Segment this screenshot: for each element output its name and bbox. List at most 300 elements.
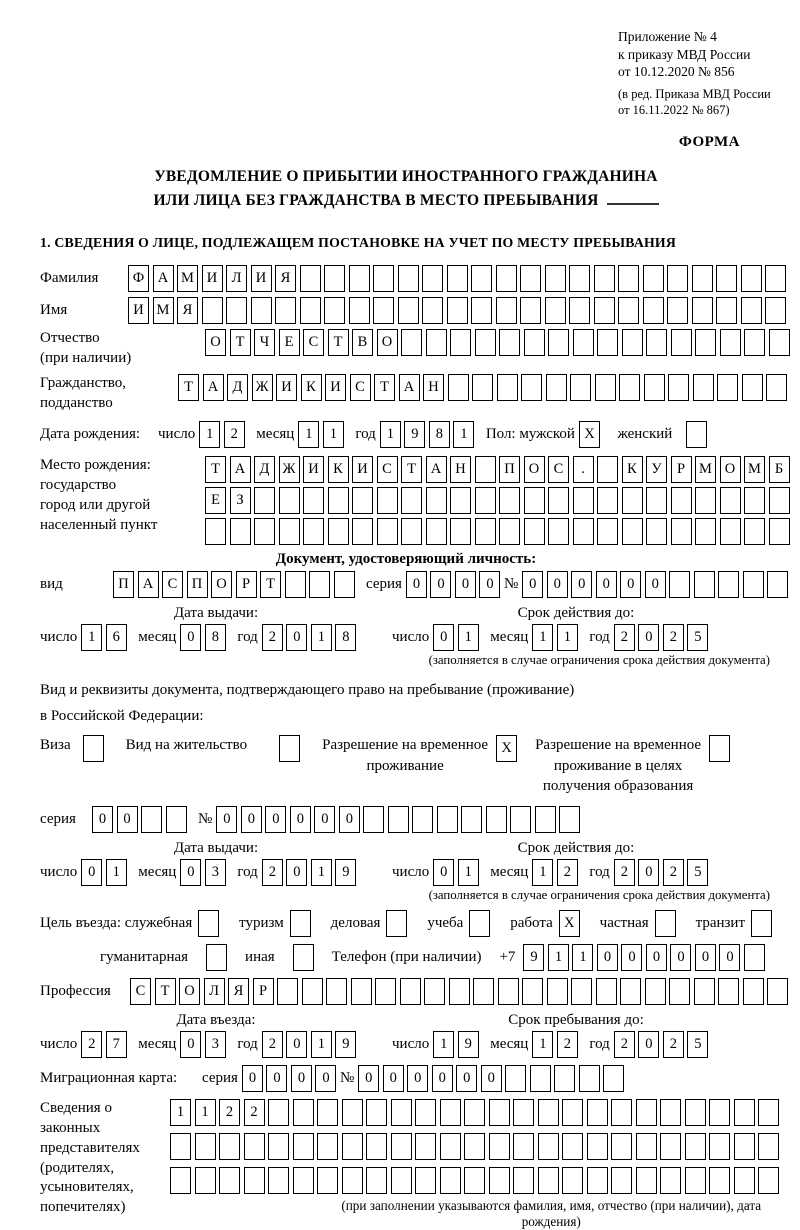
char-box[interactable] <box>769 518 790 545</box>
char-box[interactable] <box>744 944 765 971</box>
char-box[interactable]: 0 <box>180 624 201 651</box>
char-box[interactable] <box>718 571 739 598</box>
char-box[interactable] <box>422 265 443 292</box>
char-box[interactable] <box>440 1099 461 1126</box>
char-box[interactable]: Т <box>155 978 176 1005</box>
char-box[interactable] <box>660 1099 681 1126</box>
char-box[interactable]: 0 <box>432 1065 453 1092</box>
char-box[interactable] <box>170 1133 191 1160</box>
char-box[interactable] <box>765 265 786 292</box>
char-box[interactable]: 0 <box>286 1031 307 1058</box>
char-box[interactable] <box>734 1133 755 1160</box>
char-box[interactable] <box>415 1167 436 1194</box>
char-box[interactable] <box>693 374 714 401</box>
char-box[interactable] <box>489 1099 510 1126</box>
char-box[interactable]: 2 <box>663 624 684 651</box>
char-box[interactable]: А <box>203 374 224 401</box>
char-box[interactable] <box>743 978 764 1005</box>
char-box[interactable] <box>471 265 492 292</box>
char-box[interactable]: 0 <box>433 624 454 651</box>
char-box[interactable] <box>569 297 590 324</box>
char-box[interactable]: С <box>350 374 371 401</box>
char-box[interactable] <box>646 329 667 356</box>
char-box[interactable] <box>571 978 592 1005</box>
char-box[interactable] <box>366 1167 387 1194</box>
char-box[interactable] <box>391 1133 412 1160</box>
char-box[interactable] <box>351 978 372 1005</box>
char-box[interactable]: 0 <box>358 1065 379 1092</box>
char-box[interactable] <box>742 374 763 401</box>
char-box[interactable] <box>669 978 690 1005</box>
char-box[interactable] <box>718 978 739 1005</box>
char-box[interactable] <box>545 297 566 324</box>
char-box[interactable]: 2 <box>614 624 635 651</box>
char-box[interactable] <box>636 1099 657 1126</box>
char-box[interactable] <box>475 456 496 483</box>
char-box[interactable]: 0 <box>241 806 262 833</box>
char-box[interactable] <box>166 806 187 833</box>
char-box[interactable] <box>524 329 545 356</box>
char-box[interactable] <box>300 297 321 324</box>
char-box[interactable]: К <box>301 374 322 401</box>
char-box[interactable] <box>645 978 666 1005</box>
char-box[interactable] <box>401 518 422 545</box>
char-box[interactable] <box>349 265 370 292</box>
checkbox[interactable] <box>655 910 676 937</box>
char-box[interactable]: 8 <box>335 624 356 651</box>
char-box[interactable]: 2 <box>224 421 245 448</box>
checkbox[interactable] <box>279 735 300 762</box>
char-box[interactable]: Т <box>374 374 395 401</box>
char-box[interactable] <box>743 571 764 598</box>
char-box[interactable]: О <box>377 329 398 356</box>
char-box[interactable] <box>720 518 741 545</box>
char-box[interactable]: Н <box>450 456 471 483</box>
char-box[interactable] <box>317 1099 338 1126</box>
char-box[interactable] <box>254 487 275 514</box>
char-box[interactable] <box>692 297 713 324</box>
char-box[interactable]: И <box>202 265 223 292</box>
char-box[interactable]: 0 <box>646 944 667 971</box>
char-box[interactable] <box>464 1133 485 1160</box>
char-box[interactable]: 0 <box>433 859 454 886</box>
char-box[interactable]: 0 <box>315 1065 336 1092</box>
char-box[interactable] <box>646 518 667 545</box>
char-box[interactable] <box>317 1133 338 1160</box>
char-box[interactable]: И <box>352 456 373 483</box>
char-box[interactable]: Р <box>671 456 692 483</box>
char-box[interactable]: В <box>352 329 373 356</box>
char-box[interactable] <box>695 518 716 545</box>
char-box[interactable] <box>769 487 790 514</box>
char-box[interactable] <box>758 1133 779 1160</box>
char-box[interactable]: 0 <box>314 806 335 833</box>
char-box[interactable]: 1 <box>458 859 479 886</box>
char-box[interactable] <box>377 518 398 545</box>
char-box[interactable]: С <box>162 571 183 598</box>
char-box[interactable] <box>619 374 640 401</box>
char-box[interactable]: 3 <box>205 1031 226 1058</box>
char-box[interactable] <box>671 487 692 514</box>
char-box[interactable] <box>548 487 569 514</box>
char-box[interactable] <box>489 1167 510 1194</box>
char-box[interactable]: З <box>230 487 251 514</box>
char-box[interactable] <box>767 978 788 1005</box>
char-box[interactable] <box>293 1133 314 1160</box>
char-box[interactable]: М <box>177 265 198 292</box>
char-box[interactable] <box>720 329 741 356</box>
char-box[interactable]: 0 <box>180 1031 201 1058</box>
char-box[interactable] <box>587 1099 608 1126</box>
char-box[interactable] <box>391 1099 412 1126</box>
char-box[interactable] <box>622 487 643 514</box>
char-box[interactable] <box>472 374 493 401</box>
char-box[interactable] <box>744 487 765 514</box>
char-box[interactable]: 6 <box>106 624 127 651</box>
char-box[interactable]: 8 <box>205 624 226 651</box>
char-box[interactable] <box>622 329 643 356</box>
char-box[interactable] <box>170 1167 191 1194</box>
char-box[interactable]: 0 <box>695 944 716 971</box>
char-box[interactable] <box>309 571 330 598</box>
char-box[interactable]: 0 <box>621 944 642 971</box>
char-box[interactable]: 0 <box>242 1065 263 1092</box>
char-box[interactable]: . <box>573 456 594 483</box>
char-box[interactable]: Я <box>177 297 198 324</box>
char-box[interactable] <box>328 518 349 545</box>
char-box[interactable]: 1 <box>311 1031 332 1058</box>
char-box[interactable] <box>450 487 471 514</box>
char-box[interactable] <box>717 374 738 401</box>
char-box[interactable] <box>765 297 786 324</box>
char-box[interactable] <box>538 1099 559 1126</box>
char-box[interactable] <box>524 518 545 545</box>
char-box[interactable] <box>530 1065 551 1092</box>
char-box[interactable]: 9 <box>335 859 356 886</box>
char-box[interactable]: 1 <box>433 1031 454 1058</box>
char-box[interactable] <box>522 978 543 1005</box>
char-box[interactable] <box>741 265 762 292</box>
char-box[interactable] <box>498 978 519 1005</box>
char-box[interactable]: 1 <box>106 859 127 886</box>
char-box[interactable]: Т <box>328 329 349 356</box>
checkbox[interactable] <box>709 735 730 762</box>
char-box[interactable]: 1 <box>532 624 553 651</box>
char-box[interactable] <box>569 265 590 292</box>
checkbox[interactable] <box>206 944 227 971</box>
char-box[interactable] <box>473 978 494 1005</box>
char-box[interactable]: А <box>138 571 159 598</box>
char-box[interactable] <box>226 297 247 324</box>
char-box[interactable]: 0 <box>645 571 666 598</box>
char-box[interactable]: 2 <box>614 1031 635 1058</box>
checkbox[interactable] <box>686 421 707 448</box>
char-box[interactable]: 2 <box>244 1099 265 1126</box>
char-box[interactable]: М <box>153 297 174 324</box>
char-box[interactable] <box>667 265 688 292</box>
char-box[interactable]: 1 <box>532 859 553 886</box>
char-box[interactable]: 9 <box>335 1031 356 1058</box>
char-box[interactable]: 0 <box>670 944 691 971</box>
char-box[interactable] <box>671 329 692 356</box>
checkbox[interactable] <box>290 910 311 937</box>
char-box[interactable] <box>447 297 468 324</box>
char-box[interactable] <box>597 518 618 545</box>
char-box[interactable]: Ж <box>279 456 300 483</box>
char-box[interactable] <box>643 265 664 292</box>
char-box[interactable] <box>548 518 569 545</box>
char-box[interactable]: 2 <box>557 1031 578 1058</box>
char-box[interactable] <box>545 265 566 292</box>
char-box[interactable] <box>716 265 737 292</box>
char-box[interactable] <box>489 1133 510 1160</box>
char-box[interactable] <box>520 265 541 292</box>
char-box[interactable] <box>230 518 251 545</box>
char-box[interactable] <box>767 571 788 598</box>
char-box[interactable]: 0 <box>479 571 500 598</box>
char-box[interactable] <box>401 487 422 514</box>
char-box[interactable] <box>334 571 355 598</box>
char-box[interactable] <box>275 297 296 324</box>
char-box[interactable] <box>398 297 419 324</box>
char-box[interactable] <box>426 518 447 545</box>
char-box[interactable] <box>464 1099 485 1126</box>
char-box[interactable] <box>611 1133 632 1160</box>
char-box[interactable]: О <box>720 456 741 483</box>
char-box[interactable] <box>611 1167 632 1194</box>
checkbox[interactable]: X <box>559 910 580 937</box>
char-box[interactable]: 0 <box>92 806 113 833</box>
char-box[interactable] <box>636 1133 657 1160</box>
char-box[interactable] <box>366 1133 387 1160</box>
char-box[interactable]: 0 <box>81 859 102 886</box>
checkbox[interactable] <box>469 910 490 937</box>
char-box[interactable]: 5 <box>687 624 708 651</box>
char-box[interactable]: 0 <box>620 571 641 598</box>
char-box[interactable] <box>520 297 541 324</box>
char-box[interactable]: Е <box>205 487 226 514</box>
char-box[interactable] <box>422 297 443 324</box>
char-box[interactable]: 0 <box>456 1065 477 1092</box>
char-box[interactable] <box>471 297 492 324</box>
char-box[interactable]: И <box>128 297 149 324</box>
char-box[interactable]: 0 <box>481 1065 502 1092</box>
char-box[interactable] <box>496 265 517 292</box>
char-box[interactable]: К <box>622 456 643 483</box>
char-box[interactable]: 2 <box>557 859 578 886</box>
char-box[interactable]: Л <box>204 978 225 1005</box>
char-box[interactable]: Л <box>226 265 247 292</box>
char-box[interactable] <box>244 1167 265 1194</box>
char-box[interactable]: О <box>524 456 545 483</box>
char-box[interactable]: 0 <box>571 571 592 598</box>
char-box[interactable] <box>302 978 323 1005</box>
char-box[interactable] <box>766 374 787 401</box>
char-box[interactable]: 0 <box>383 1065 404 1092</box>
char-box[interactable] <box>326 978 347 1005</box>
char-box[interactable]: 1 <box>81 624 102 651</box>
char-box[interactable] <box>513 1167 534 1194</box>
char-box[interactable]: 0 <box>290 806 311 833</box>
char-box[interactable] <box>660 1167 681 1194</box>
char-box[interactable]: 0 <box>547 571 568 598</box>
char-box[interactable] <box>685 1099 706 1126</box>
char-box[interactable] <box>734 1099 755 1126</box>
checkbox[interactable] <box>293 944 314 971</box>
char-box[interactable]: И <box>276 374 297 401</box>
char-box[interactable] <box>388 806 409 833</box>
char-box[interactable] <box>554 1065 575 1092</box>
char-box[interactable]: Я <box>275 265 296 292</box>
char-box[interactable] <box>363 806 384 833</box>
char-box[interactable] <box>685 1133 706 1160</box>
char-box[interactable] <box>426 487 447 514</box>
char-box[interactable] <box>279 518 300 545</box>
char-box[interactable]: Е <box>279 329 300 356</box>
char-box[interactable]: И <box>325 374 346 401</box>
char-box[interactable] <box>324 265 345 292</box>
char-box[interactable]: 0 <box>286 624 307 651</box>
char-box[interactable]: У <box>646 456 667 483</box>
char-box[interactable] <box>587 1167 608 1194</box>
char-box[interactable] <box>594 265 615 292</box>
char-box[interactable] <box>426 329 447 356</box>
char-box[interactable] <box>342 1167 363 1194</box>
char-box[interactable]: 5 <box>687 1031 708 1058</box>
char-box[interactable] <box>449 978 470 1005</box>
char-box[interactable] <box>450 518 471 545</box>
char-box[interactable] <box>496 297 517 324</box>
char-box[interactable] <box>709 1167 730 1194</box>
char-box[interactable] <box>486 806 507 833</box>
char-box[interactable]: 9 <box>404 421 425 448</box>
char-box[interactable]: 1 <box>199 421 220 448</box>
char-box[interactable] <box>603 1065 624 1092</box>
char-box[interactable] <box>375 978 396 1005</box>
char-box[interactable]: 1 <box>323 421 344 448</box>
char-box[interactable] <box>324 297 345 324</box>
char-box[interactable]: М <box>744 456 765 483</box>
char-box[interactable] <box>342 1133 363 1160</box>
char-box[interactable] <box>412 806 433 833</box>
char-box[interactable] <box>595 374 616 401</box>
char-box[interactable] <box>279 487 300 514</box>
char-box[interactable] <box>424 978 445 1005</box>
char-box[interactable]: 1 <box>311 859 332 886</box>
char-box[interactable]: Р <box>253 978 274 1005</box>
char-box[interactable] <box>328 487 349 514</box>
char-box[interactable] <box>448 374 469 401</box>
char-box[interactable] <box>573 487 594 514</box>
char-box[interactable]: 5 <box>687 859 708 886</box>
char-box[interactable] <box>499 518 520 545</box>
char-box[interactable]: 8 <box>429 421 450 448</box>
checkbox[interactable] <box>751 910 772 937</box>
char-box[interactable]: Т <box>205 456 226 483</box>
char-box[interactable]: 0 <box>430 571 451 598</box>
char-box[interactable] <box>373 265 394 292</box>
checkbox[interactable] <box>386 910 407 937</box>
char-box[interactable] <box>475 518 496 545</box>
char-box[interactable] <box>538 1133 559 1160</box>
char-box[interactable]: 0 <box>266 1065 287 1092</box>
char-box[interactable]: 0 <box>596 571 617 598</box>
char-box[interactable]: 1 <box>170 1099 191 1126</box>
char-box[interactable]: 7 <box>106 1031 127 1058</box>
char-box[interactable] <box>464 1167 485 1194</box>
char-box[interactable]: 2 <box>262 1031 283 1058</box>
char-box[interactable] <box>349 297 370 324</box>
char-box[interactable]: 2 <box>262 859 283 886</box>
char-box[interactable]: 0 <box>407 1065 428 1092</box>
char-box[interactable] <box>373 297 394 324</box>
char-box[interactable] <box>268 1099 289 1126</box>
char-box[interactable]: 1 <box>557 624 578 651</box>
char-box[interactable] <box>562 1099 583 1126</box>
char-box[interactable]: 0 <box>339 806 360 833</box>
char-box[interactable]: С <box>130 978 151 1005</box>
char-box[interactable] <box>668 374 689 401</box>
char-box[interactable]: 0 <box>291 1065 312 1092</box>
char-box[interactable]: 0 <box>406 571 427 598</box>
char-box[interactable] <box>579 1065 600 1092</box>
char-box[interactable]: Д <box>254 456 275 483</box>
char-box[interactable] <box>513 1099 534 1126</box>
char-box[interactable]: 9 <box>458 1031 479 1058</box>
char-box[interactable] <box>219 1133 240 1160</box>
char-box[interactable] <box>611 1099 632 1126</box>
char-box[interactable] <box>622 518 643 545</box>
char-box[interactable]: 0 <box>265 806 286 833</box>
char-box[interactable]: И <box>303 456 324 483</box>
char-box[interactable]: С <box>377 456 398 483</box>
char-box[interactable]: 3 <box>205 859 226 886</box>
char-box[interactable]: Ж <box>252 374 273 401</box>
char-box[interactable] <box>141 806 162 833</box>
char-box[interactable]: П <box>499 456 520 483</box>
char-box[interactable] <box>769 329 790 356</box>
char-box[interactable] <box>461 806 482 833</box>
char-box[interactable] <box>202 297 223 324</box>
char-box[interactable] <box>440 1133 461 1160</box>
char-box[interactable] <box>573 329 594 356</box>
char-box[interactable]: 0 <box>638 859 659 886</box>
char-box[interactable] <box>391 1167 412 1194</box>
char-box[interactable] <box>716 297 737 324</box>
char-box[interactable] <box>744 518 765 545</box>
char-box[interactable] <box>734 1167 755 1194</box>
char-box[interactable]: С <box>303 329 324 356</box>
char-box[interactable]: Ф <box>128 265 149 292</box>
char-box[interactable] <box>671 518 692 545</box>
char-box[interactable] <box>513 1133 534 1160</box>
char-box[interactable] <box>524 487 545 514</box>
char-box[interactable]: Т <box>401 456 422 483</box>
char-box[interactable] <box>475 487 496 514</box>
char-box[interactable]: 2 <box>262 624 283 651</box>
char-box[interactable] <box>352 518 373 545</box>
char-box[interactable] <box>618 297 639 324</box>
char-box[interactable] <box>587 1133 608 1160</box>
char-box[interactable] <box>398 265 419 292</box>
char-box[interactable] <box>303 487 324 514</box>
char-box[interactable] <box>669 571 690 598</box>
char-box[interactable] <box>415 1133 436 1160</box>
char-box[interactable] <box>546 374 567 401</box>
char-box[interactable] <box>694 978 715 1005</box>
char-box[interactable]: П <box>187 571 208 598</box>
char-box[interactable] <box>596 978 617 1005</box>
